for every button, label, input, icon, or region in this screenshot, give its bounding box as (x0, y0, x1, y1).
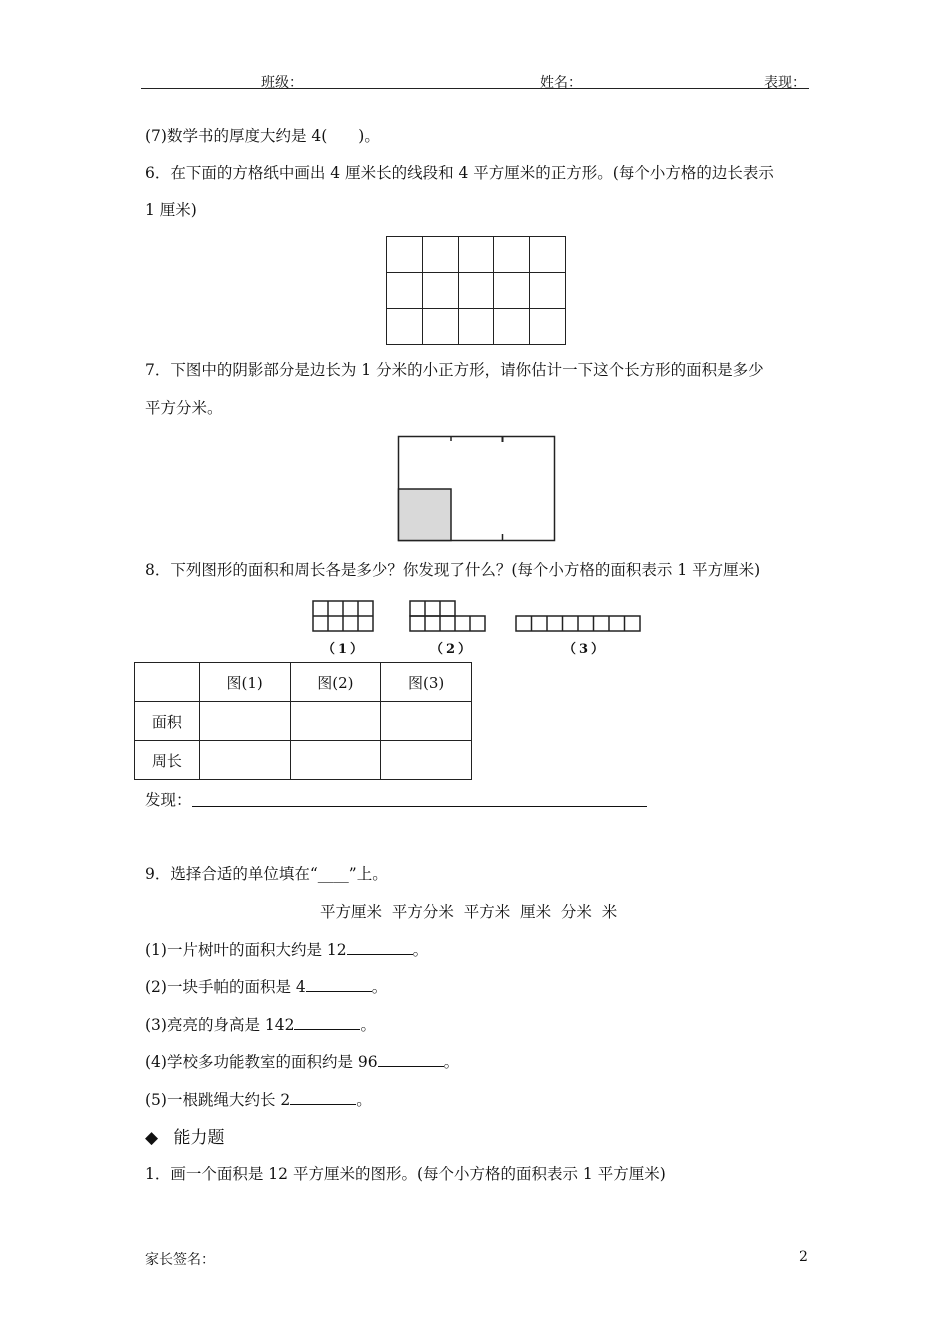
name-label: 姓名： (540, 75, 582, 91)
ability-q1-text: 1．画一个面积是 12 平方厘米的图形。(每个小方格的面积表示 1 平方厘米) (145, 1165, 666, 1183)
figure-3 (516, 616, 640, 631)
table-header-cell: 图(1) (199, 663, 290, 702)
q9-item-2 (145, 977, 387, 997)
fill-blank[interactable] (290, 1090, 356, 1105)
row-label-perimeter: 周长 (135, 741, 200, 780)
answer-cell[interactable] (290, 702, 381, 741)
table-header-cell: 图(3) (381, 663, 472, 702)
q9-item-end: 。 (412, 941, 429, 959)
answer-cell[interactable] (381, 741, 472, 780)
figure-1-label: （1） (322, 642, 367, 657)
finding-answer-line[interactable] (192, 806, 647, 807)
q6-text-line2: 1 厘米) (145, 201, 197, 219)
parent-signature-label: 家长签名： (145, 1252, 215, 1268)
table-row (135, 702, 472, 741)
q9-item-5 (145, 1090, 372, 1110)
page-number: 2 (799, 1249, 808, 1265)
figure-2 (410, 601, 485, 631)
figure-3-label: （3） (563, 642, 608, 657)
q9-item-text: (4)学校多功能教室的面积约是 96 (145, 1053, 378, 1071)
header-rule (141, 88, 809, 89)
q9-item-text: (2)一块手帕的面积是 4 (145, 978, 306, 996)
q9-item-end: 。 (371, 978, 388, 996)
fill-blank[interactable] (347, 940, 413, 955)
q9-item-text: (1)一片树叶的面积大约是 12 (145, 941, 347, 959)
table-header-cell: 图(2) (290, 663, 381, 702)
answer-cell[interactable] (290, 741, 381, 780)
q9-item-end: 。 (356, 1091, 372, 1109)
ability-title: 能力题 (173, 1128, 225, 1148)
ability-section-heading (145, 1123, 224, 1148)
figure-2-label: （2） (430, 642, 475, 657)
figure-1 (313, 601, 373, 631)
answer-cell[interactable] (199, 741, 290, 780)
q9-unit-options: 平方厘米 平方分米 平方米 厘米 分米 米 (320, 903, 618, 921)
q6-grid-paper (386, 236, 566, 345)
answer-cell[interactable] (381, 702, 472, 741)
table-row (135, 741, 472, 780)
fill-blank[interactable] (294, 1015, 360, 1030)
finding-label: 发现： (145, 791, 192, 809)
q7-text-line1: 7．下图中的阴影部分是边长为 1 分米的小正方形，请你估计一下这个长方形的面积是多少 (145, 361, 764, 379)
q9-item-end: 。 (360, 1016, 376, 1034)
shaded-unit-square (399, 489, 452, 541)
q7-text-line2: 平方分米。 (145, 399, 223, 417)
class-label: 班级： (261, 75, 303, 91)
q9-item-3 (145, 1015, 376, 1035)
q9-item-1 (145, 940, 428, 960)
fill-blank[interactable] (306, 977, 372, 992)
diamond-bullet-icon: ◆ (145, 1128, 159, 1148)
q9-item-text: (3)亮亮的身高是 142 (145, 1016, 295, 1034)
fill-blank[interactable] (378, 1052, 444, 1067)
row-label-area: 面积 (135, 702, 200, 741)
q6-text-line1: 6．在下面的方格纸中画出 4 厘米长的线段和 4 平方厘米的正方形。(每个小方格的边长表示 (145, 164, 774, 182)
performance-label: 表现： (764, 75, 806, 91)
table-header-cell (135, 663, 200, 702)
q8-figures (310, 598, 646, 636)
q8-answer-table (134, 662, 472, 780)
q9-text: 9．选择合适的单位填在“____”上。 (145, 865, 388, 883)
q9-item-end: 。 (443, 1053, 460, 1071)
q9-item-4 (145, 1052, 459, 1072)
q9-item-text: (5)一根跳绳大约长 2 (145, 1091, 291, 1109)
q7-rectangle-diagram (396, 434, 558, 544)
table-header-row (135, 663, 472, 702)
q5-item-7: (7)数学书的厚度大约是 4( )。 (145, 127, 380, 145)
answer-cell[interactable] (199, 702, 290, 741)
q8-text: 8．下列图形的面积和周长各是多少？你发现了什么？(每个小方格的面积表示 1 平方厘米) (145, 561, 761, 579)
